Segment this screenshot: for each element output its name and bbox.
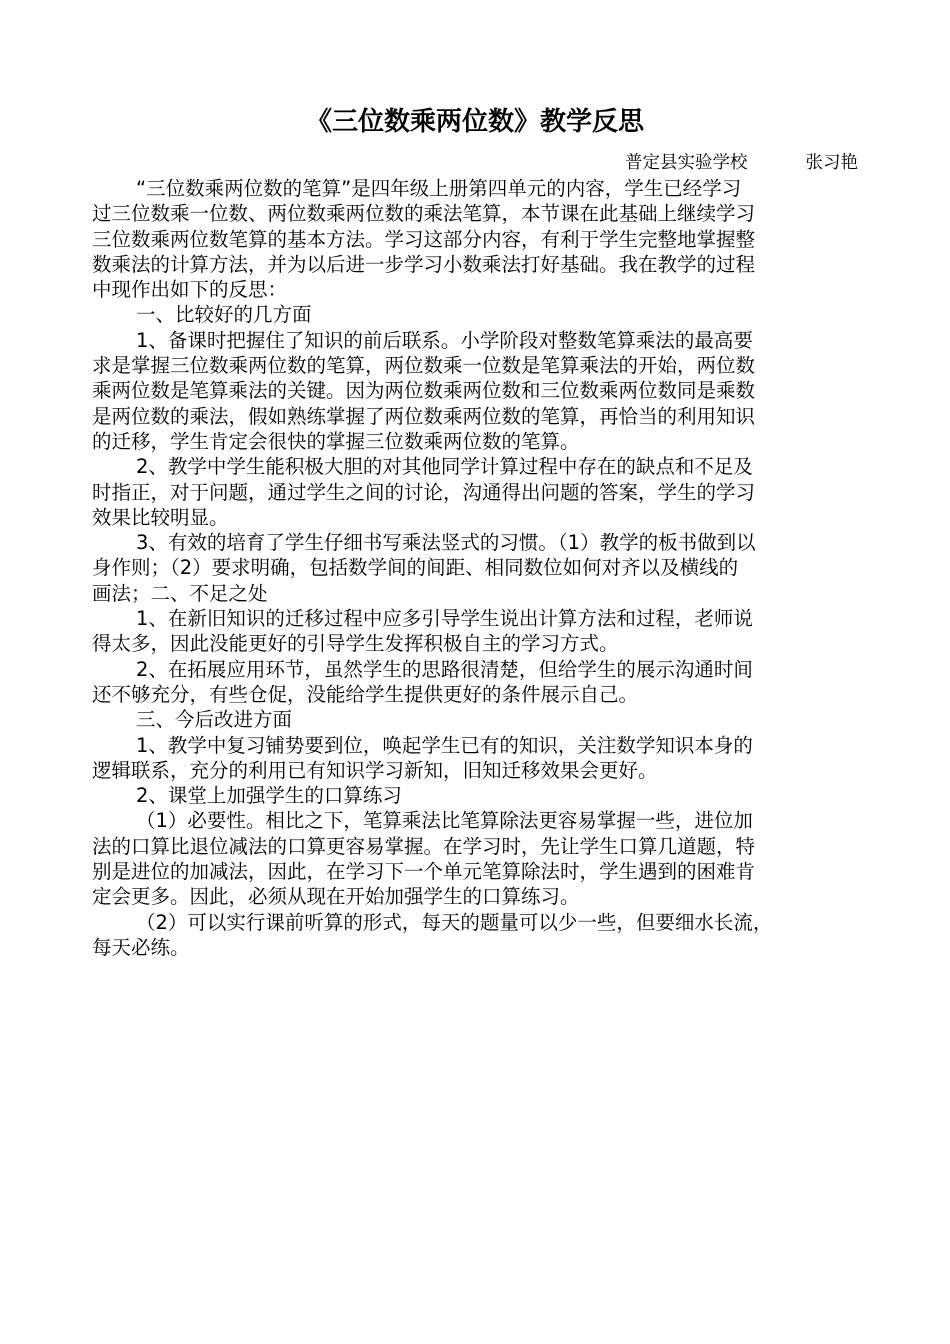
text-line: 逻辑联系，充分的利用已有知识学习新知，旧知迁移效果会更好。 [92, 758, 658, 782]
text-line: 1、备课时把握住了知识的前后联系。小学阶段对整数笔算乘法的最高要 [136, 328, 753, 352]
text-line: 还不够充分，有些仓促，没能给学生提供更好的条件展示自己。 [92, 682, 639, 706]
text-line: 2、教学中学生能积极大胆的对其他同学计算过程中存在的缺点和不足及 [136, 455, 753, 479]
text-line: 法的口算比退位减法的口算更容易掌握。在学习时，先让学生口算几道题，特 [92, 834, 756, 858]
text-line: 定会更多。因此，必须从现在开始加强学生的口算练习。 [92, 885, 580, 909]
text-line: （2）可以实行课前听算的形式，每天的题量可以少一些，但要细水长流， [136, 910, 773, 934]
text-line: 求是掌握三位数乘两位数的笔算，两位数乘一位数是笔算乘法的开始，两位数 [92, 354, 756, 378]
author-line [625, 151, 858, 175]
text-line: 2、课堂上加强学生的口算练习 [136, 784, 402, 808]
text-line: 三位数乘两位数笔算的基本方法。学习这部分内容，有利于学生完整地掌握整 [92, 227, 756, 251]
text-line: 得太多，因此没能更好的引导学生发挥积极自主的学习方式。 [92, 632, 619, 656]
document-body [92, 176, 864, 960]
text-line: 过三位数乘一位数、两位数乘两位数的乘法笔算，本节课在此基础上继续学习 [92, 202, 756, 226]
text-line: （1）必要性。相比之下，笔算乘法比笔算除法更容易掌握一些，进位加 [136, 809, 753, 833]
text-line: 数乘法的计算方法，并为以后进一步学习小数乘法打好基础。我在教学的过程 [92, 252, 756, 276]
text-line: 每天必练。 [92, 935, 190, 959]
text-line: 中现作出如下的反思： [92, 278, 288, 302]
school-name: 普定县实验学校 [625, 153, 748, 173]
text-line: 画法；二、不足之处 [92, 581, 268, 605]
text-line: 1、在新旧知识的迁移过程中应多引导学生说出计算方法和过程，老师说 [136, 607, 753, 631]
document-title: 《三位数乘两位数》教学反思 [305, 107, 644, 137]
text-line: 是两位数的乘法，假如熟练掌握了两位数乘两位数的笔算，再恰当的利用知识 [92, 404, 756, 428]
text-line: 3、有效的培育了学生仔细书写乘法竖式的习惯。（1）教学的板书做到以 [136, 531, 756, 555]
section-heading: 一、比较好的几方面 [136, 303, 312, 327]
text-line: 身作则；（2）要求明确，包括数学间的间距、相同数位如何对齐以及横线的 [92, 556, 739, 580]
text-line: 别是进位的加减法，因此，在学习下一个单元笔算除法时，学生遇到的困难肯 [92, 860, 756, 884]
text-line: 时指正，对于问题，通过学生之间的讨论，沟通得出问题的答案，学生的学习 [92, 480, 756, 504]
author-name: 张习艳 [805, 153, 858, 173]
text-line: 的迁移，学生肯定会很快的掌握三位数乘两位数的笔算。 [92, 429, 580, 453]
text-line: 1、教学中复习铺势要到位，唤起学生已有的知识，关注数学知识本身的 [136, 733, 753, 757]
text-line: “三位数乘两位数的笔算”是四年级上册第四单元的内容，学生已经学习 [136, 177, 742, 200]
text-line: 效果比较明显。 [92, 505, 229, 529]
text-line: 2、在拓展应用环节，虽然学生的思路很清楚，但给学生的展示沟通时间 [136, 657, 753, 681]
text-line: 乘两位数是笔算乘法的关键。因为两位数乘两位数和三位数乘两位数同是乘数 [92, 379, 756, 403]
section-heading: 三、今后改进方面 [136, 708, 293, 732]
